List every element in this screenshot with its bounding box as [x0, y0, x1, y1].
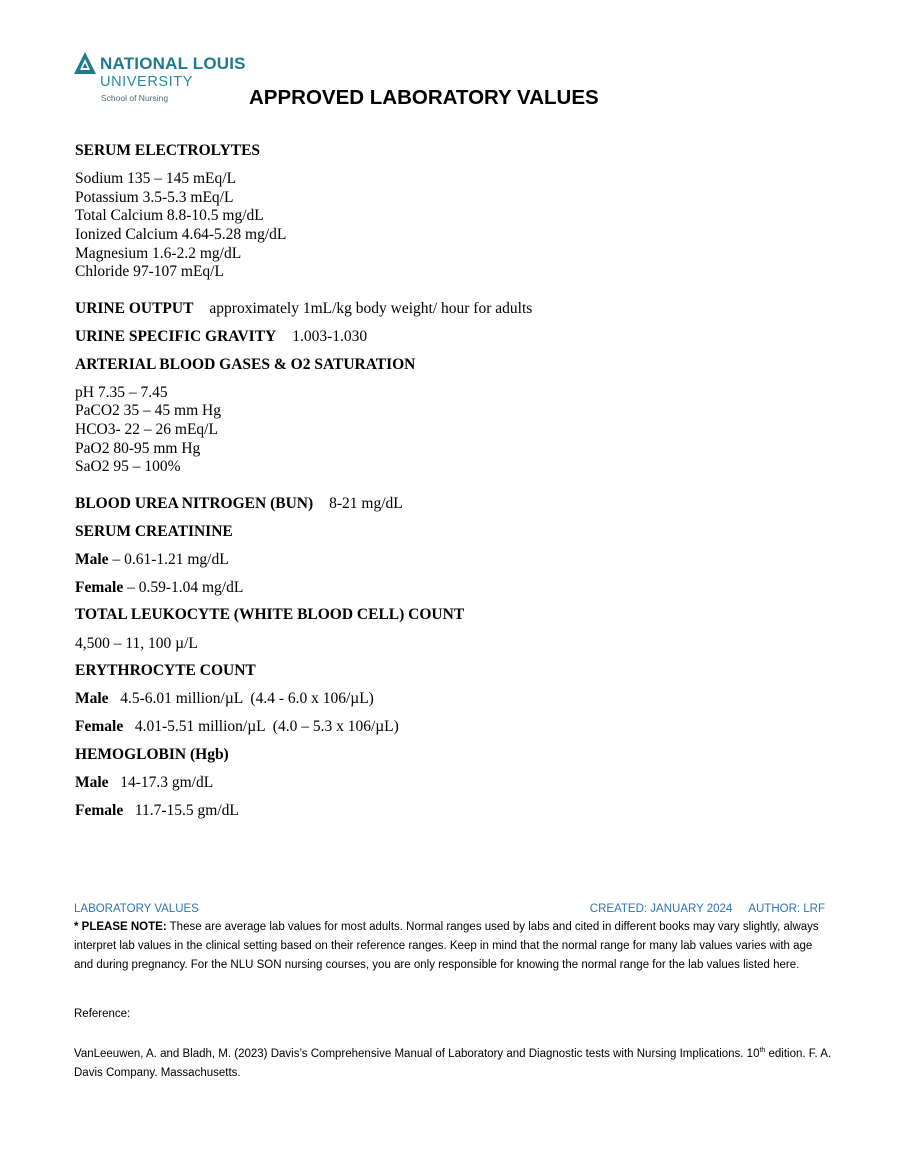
hgb-male-value: 14-17.3 gm/dL — [108, 774, 214, 791]
footer-meta — [590, 903, 825, 915]
creatinine-female-label: Female — [75, 579, 124, 596]
wbc-value: 4,500 – 11, 100 µ/L — [75, 635, 198, 652]
rbc-male-row — [75, 690, 374, 708]
abg-item: PaO2 80-95 mm Hg — [75, 440, 201, 457]
electrolyte-item: Ionized Calcium 4.64-5.28 mg/dL — [75, 226, 287, 243]
please-note — [74, 918, 834, 975]
creatinine-male-value: – 0.61-1.21 mg/dL — [108, 551, 229, 568]
urine-output-value: approximately 1mL/kg body weight/ hour for adults — [209, 300, 533, 317]
electrolyte-item: Total Calcium 8.8-10.5 mg/dL — [75, 207, 264, 224]
electrolyte-item: Magnesium 1.6-2.2 mg/dL — [75, 245, 242, 262]
urine-specific-gravity-value: 1.003-1.030 — [292, 328, 368, 345]
abg-item: HCO3- 22 – 26 mEq/L — [75, 421, 218, 438]
bun-row — [75, 495, 403, 513]
logo-line-2: UNIVERSITY — [100, 74, 194, 90]
urine-specific-gravity-row — [75, 328, 367, 346]
footer-document-name: LABORATORY VALUES — [74, 903, 199, 915]
rbc-female-label: Female — [75, 718, 124, 735]
reference-citation — [74, 1041, 844, 1083]
urine-output-heading: URINE OUTPUT — [75, 300, 194, 317]
abg-heading: ARTERIAL BLOOD GASES & O2 SATURATION — [75, 356, 416, 373]
footer-created: CREATED: JANUARY 2024 — [589, 903, 733, 915]
creatinine-male-label: Male — [75, 551, 109, 568]
reference-text-before: VanLeeuwen, A. and Bladh, M. (2023) Davis’s Comprehensive Manual of Laboratory and Diagnostic tests with Nursing Implications. 10 — [74, 1047, 760, 1060]
rbc-male-value: 4.5-6.01 million/µL (4.4 - 6.0 x 106/µL) — [108, 690, 374, 707]
please-note-label: * PLEASE NOTE: — [74, 921, 167, 933]
page-title: APPROVED LABORATORY VALUES — [249, 86, 599, 109]
creatinine-female-row — [75, 579, 243, 597]
hgb-male-row — [75, 774, 213, 792]
hgb-female-row — [75, 802, 239, 820]
please-note-text: These are average lab values for most adults. Normal ranges used by labs and cited in different books may vary slightly, always interpret lab values in the clinical setting based on their reference ranges. Keep in mind that the normal range for many lab values varies with age and during pregnancy. For the NLU SON nursing courses, you are only responsible for knowing the normal range for the lab values listed here. — [74, 921, 819, 971]
wbc-heading: TOTAL LEUKOCYTE (WHITE BLOOD CELL) COUNT — [75, 606, 465, 623]
nlu-logo — [74, 52, 254, 108]
electrolyte-item: Potassium 3.5-5.3 mEq/L — [75, 189, 234, 206]
reference-text-after: edition. F. A. Davis Company. Massachusetts. — [74, 1047, 832, 1079]
logo-line-3: School of Nursing — [101, 93, 169, 103]
abg-item: pH 7.35 – 7.45 — [75, 384, 168, 401]
rbc-female-row — [75, 718, 399, 736]
reference-label: Reference: — [74, 1008, 131, 1020]
bun-value: 8-21 mg/dL — [329, 495, 403, 512]
creatinine-female-value: – 0.59-1.04 mg/dL — [123, 579, 244, 596]
reference-sup: th — [759, 1047, 766, 1054]
hgb-male-label: Male — [75, 774, 109, 791]
creatinine-heading: SERUM CREATININE — [75, 523, 233, 540]
bun-heading: BLOOD UREA NITROGEN (BUN) — [75, 495, 314, 512]
electrolyte-item: Sodium 135 – 145 mEq/L — [75, 170, 237, 187]
abg-item: PaCO2 35 – 45 mm Hg — [75, 402, 221, 419]
serum-electrolytes-heading: SERUM ELECTROLYTES — [75, 142, 261, 159]
creatinine-male-row — [75, 551, 229, 569]
rbc-female-value: 4.01-5.51 million/µL (4.0 – 5.3 x 106/µL) — [123, 718, 399, 735]
hgb-female-label: Female — [75, 802, 124, 819]
abg-item: SaO2 95 – 100% — [75, 458, 181, 475]
hgb-female-value: 11.7-15.5 gm/dL — [123, 802, 239, 819]
electrolyte-item: Chloride 97-107 mEq/L — [75, 263, 224, 280]
rbc-male-label: Male — [75, 690, 109, 707]
urine-specific-gravity-heading: URINE SPECIFIC GRAVITY — [75, 328, 277, 345]
footer-author: AUTHOR: LRF — [748, 903, 825, 915]
logo-triangle-icon — [74, 52, 96, 74]
rbc-heading: ERYTHROCYTE COUNT — [75, 662, 256, 679]
logo-line-1: NATIONAL LOUIS — [100, 54, 246, 73]
hgb-heading: HEMOGLOBIN (Hgb) — [75, 746, 229, 763]
urine-output-row — [75, 300, 532, 318]
